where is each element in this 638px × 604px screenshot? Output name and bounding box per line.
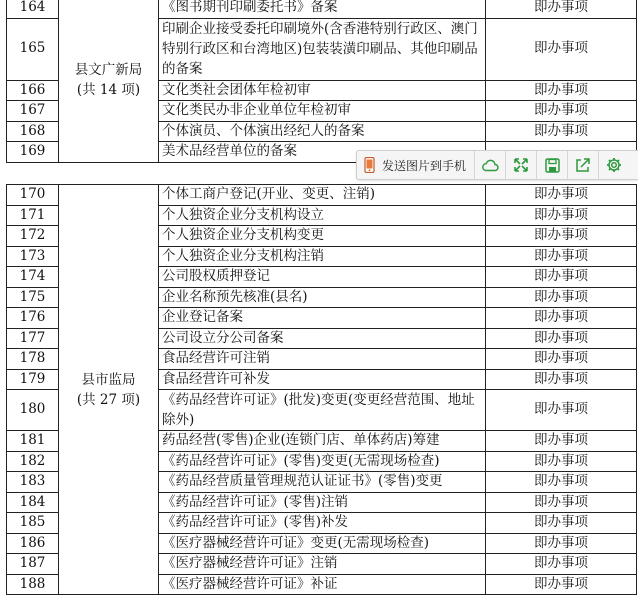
send-to-phone-label: 发送图片到手机 xyxy=(382,158,467,173)
item-name: 《医疗器械经营许可证》补证 xyxy=(159,574,486,595)
row-number: 171 xyxy=(7,205,59,226)
item-type: 即办事项 xyxy=(486,18,637,80)
image-toolbar xyxy=(356,150,638,180)
item-type: 即办事项 xyxy=(486,533,637,554)
row-number: 184 xyxy=(7,492,59,513)
item-type: 即办事项 xyxy=(486,513,637,534)
table-row xyxy=(7,185,637,206)
department-name: 县市监局 xyxy=(81,371,136,388)
item-type: 即办事项 xyxy=(486,390,637,431)
row-number: 177 xyxy=(7,328,59,349)
table-top xyxy=(6,0,637,163)
item-type: 即办事项 xyxy=(486,472,637,493)
row-number: 175 xyxy=(7,287,59,308)
item-name: 文化类民办非企业单位年检初审 xyxy=(159,101,486,122)
share-icon xyxy=(575,157,591,173)
share-button[interactable] xyxy=(568,151,599,179)
item-type: 即办事项 xyxy=(486,101,637,122)
item-type: 即办事项 xyxy=(486,349,637,370)
item-type: 即办事项 xyxy=(486,574,637,595)
row-number: 185 xyxy=(7,513,59,534)
item-type: 即办事项 xyxy=(486,308,637,329)
item-type: 即办事项 xyxy=(486,492,637,513)
row-number: 165 xyxy=(7,18,59,80)
expand-button[interactable] xyxy=(506,151,537,179)
row-number: 182 xyxy=(7,451,59,472)
item-name: 个人独资企业分支机构注销 xyxy=(159,246,486,267)
settings-button[interactable] xyxy=(599,151,629,179)
item-name: 食品经营许可补发 xyxy=(159,369,486,390)
row-number: 167 xyxy=(7,101,59,122)
item-type: 即办事项 xyxy=(486,369,637,390)
row-number: 187 xyxy=(7,554,59,575)
item-type: 即办事项 xyxy=(486,0,637,18)
department-count: (共 27 项) xyxy=(76,391,141,408)
item-name: 药品经营(零售)企业(连锁门店、单体药店)筹建 xyxy=(159,431,486,452)
item-name: 《药品经营许可证》(批发)变更(变更经营范围、地址除外) xyxy=(159,390,486,431)
row-number: 186 xyxy=(7,533,59,554)
save-icon xyxy=(545,158,560,173)
item-name: 《药品经营许可证》(零售)补发 xyxy=(159,513,486,534)
item-name: 《医疗器械经营许可证》变更(无需现场检查) xyxy=(159,533,486,554)
item-name: 文化类社会团体年检初审 xyxy=(159,80,486,101)
item-type: 即办事项 xyxy=(486,226,637,247)
department-name: 县文广新局 xyxy=(74,61,143,78)
send-to-phone-button[interactable] xyxy=(357,151,475,179)
item-name: 公司设立分公司备案 xyxy=(159,328,486,349)
item-name: 个人独资企业分支机构变更 xyxy=(159,226,486,247)
item-type: 即办事项 xyxy=(486,328,637,349)
item-name: 企业名称预先核准(县名) xyxy=(159,287,486,308)
cloud-button[interactable] xyxy=(475,151,506,179)
item-name: 《图书期刊印刷委托书》备案 xyxy=(159,0,486,18)
row-number: 173 xyxy=(7,246,59,267)
item-type: 即办事项 xyxy=(486,451,637,472)
item-type: 即办事项 xyxy=(486,267,637,288)
cloud-icon xyxy=(481,158,499,172)
item-name: 公司股权质押登记 xyxy=(159,267,486,288)
row-number: 174 xyxy=(7,267,59,288)
item-name: 企业登记备案 xyxy=(159,308,486,329)
item-type: 即办事项 xyxy=(486,431,637,452)
row-number: 188 xyxy=(7,574,59,595)
gear-icon xyxy=(606,157,622,173)
item-name: 个体工商户登记(开业、变更、注销) xyxy=(159,185,486,206)
phone-send-icon xyxy=(363,157,377,173)
item-type: 即办事项 xyxy=(486,554,637,575)
item-name: 《药品经营许可证》(零售)变更(无需现场检查) xyxy=(159,451,486,472)
item-type: 即办事项 xyxy=(486,246,637,267)
row-number: 179 xyxy=(7,369,59,390)
item-name: 美术品经营单位的备案 xyxy=(159,142,486,163)
row-number: 172 xyxy=(7,226,59,247)
table-row xyxy=(7,0,637,18)
save-button[interactable] xyxy=(537,151,568,179)
row-number: 169 xyxy=(7,142,59,163)
item-name: 《医疗器械经营许可证》注销 xyxy=(159,554,486,575)
expand-icon xyxy=(513,157,529,173)
table-bottom xyxy=(6,184,637,595)
item-type: 即办事项 xyxy=(486,205,637,226)
row-number: 164 xyxy=(7,0,59,18)
item-name: 个体演员、个体演出经纪人的备案 xyxy=(159,121,486,142)
item-type: 即办事项 xyxy=(486,80,637,101)
department-cell xyxy=(59,0,159,162)
item-name: 个人独资企业分支机构设立 xyxy=(159,205,486,226)
row-number: 176 xyxy=(7,308,59,329)
item-type: 即办事项 xyxy=(486,185,637,206)
row-number: 180 xyxy=(7,390,59,431)
row-number: 183 xyxy=(7,472,59,493)
item-name: 《药品经营质量管理规范认证证书》(零售)变更 xyxy=(159,472,486,493)
department-cell xyxy=(59,185,159,595)
row-number: 178 xyxy=(7,349,59,370)
row-number: 166 xyxy=(7,80,59,101)
item-name: 食品经营许可注销 xyxy=(159,349,486,370)
row-number: 181 xyxy=(7,431,59,452)
item-name: 印刷企业接受委托印刷境外(含香港特别行政区、澳门特别行政区和台湾地区)包装装潢印刷品、其他印刷品的备案 xyxy=(159,18,486,80)
department-count: (共 14 项) xyxy=(76,81,141,98)
item-type: 即办事项 xyxy=(486,121,637,142)
item-name: 《药品经营许可证》(零售)注销 xyxy=(159,492,486,513)
row-number: 168 xyxy=(7,121,59,142)
row-number: 170 xyxy=(7,185,59,206)
item-type: 即办事项 xyxy=(486,287,637,308)
